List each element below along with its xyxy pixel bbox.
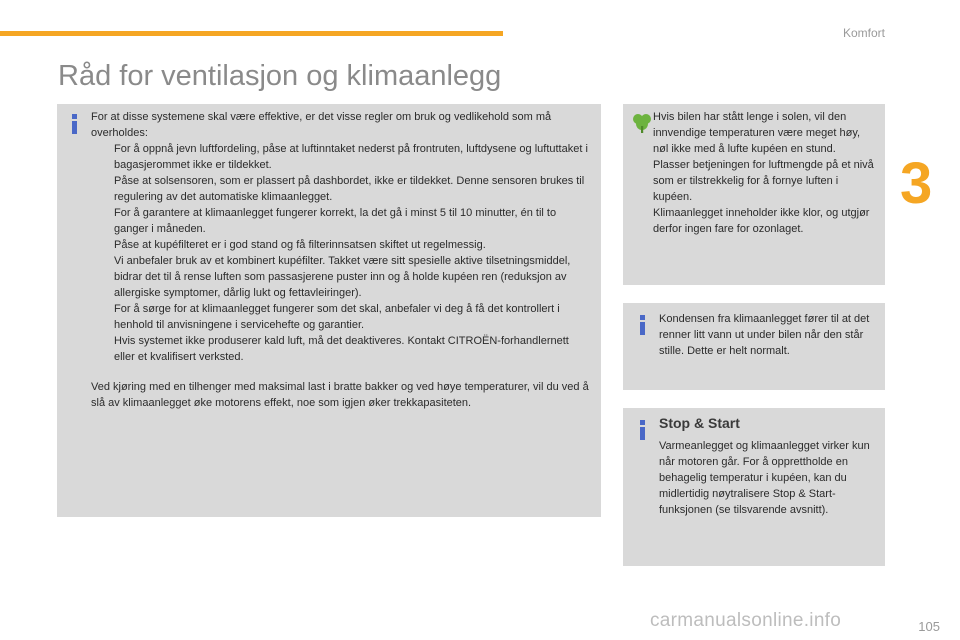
page-title: Råd for ventilasjon og klimaanlegg bbox=[58, 60, 502, 92]
section-label: Komfort bbox=[842, 26, 885, 40]
bullet-text: Hvis systemet ikke produserer kald luft, må det deaktiveres. Kontakt CITROËN-forhandlernett eller et kvalifisert verksted. bbox=[114, 335, 569, 363]
info-icon bbox=[70, 114, 80, 134]
condensation-text: Kondensen fra klimaanlegget fører til at det renner litt vann ut under bilen når den står stille. Dette er helt normalt. bbox=[659, 313, 870, 357]
bullet-text: Påse at solsensoren, som er plassert på dashbordet, ikke er tildekket. Denne sensoren brukes til regulering av det automatiske klimaanlegget. bbox=[114, 175, 585, 203]
bullet-item bbox=[91, 333, 591, 365]
bullet-item bbox=[91, 205, 591, 237]
info-icon bbox=[638, 315, 648, 335]
condensation-box bbox=[623, 303, 885, 390]
stop-start-text: Varmeanlegget og klimaanlegget virker kun når motoren går. For å opprettholde en behagelig temperatur i kupéen, kan du midlertidig nøytralisere Stop & Start-funksjonen (se tilsvarende avsnitt). bbox=[659, 440, 870, 516]
eco-tip-box bbox=[623, 104, 885, 285]
bullet-text: For å garantere at klimaanlegget fungerer korrekt, la det gå i minst 5 til 10 minutter, én til to ganger i måneden. bbox=[114, 207, 557, 235]
eco-text: Hvis bilen har stått lenge i solen, vil den innvendige temperaturen være meget høy, nøl ikke med å lufte kupéen en stund. Plasser betjeningen for luftmengde på et nivå som er tilstrekkelig for å fornye luften i kupéen. Klimaanlegget inneholder ikke klor, og utgjør derfor ingen fare for ozonlaget. bbox=[653, 111, 874, 235]
main-info-box bbox=[57, 104, 601, 517]
bullet-item bbox=[91, 237, 591, 301]
bullet-text: For å sørge for at klimaanlegget fungerer som det skal, anbefaler vi deg å få det kontrollert i henhold til anvisningene i servicehefte og garantier. bbox=[114, 303, 560, 331]
main-text bbox=[91, 109, 591, 411]
stop-start-box bbox=[623, 408, 885, 566]
watermark: carmanualsonline.info bbox=[650, 610, 842, 631]
info-icon bbox=[638, 420, 648, 440]
bullet-item bbox=[91, 301, 591, 333]
bullet-text: For å oppnå jevn luftfordeling, påse at luftinntaket nederst på frontruten, luftdysene og luftuttaket i bagasjerommet ikke er tildekket. bbox=[114, 143, 588, 171]
intro-text: For at disse systemene skal være effektive, er det visse regler om bruk og vedlikehold som må overholdes: bbox=[91, 111, 552, 139]
top-accent-bar bbox=[0, 31, 503, 36]
bullet-item bbox=[91, 173, 591, 205]
page-number: 105 bbox=[918, 619, 940, 634]
bullet-item bbox=[91, 141, 591, 173]
leaf-icon bbox=[631, 112, 653, 134]
bullet-text: Påse at kupéfilteret er i god stand og få filterinnsatsen skiftet ut regelmessig. Vi anbefaler bruk av et kombinert kupéfilter. Takket være sitt spesielle aktive tilsetningsmiddel, bidrar det til å rense luften som passasjerene puster inn og å holde kupéen ren (reduksjon av allergiske symptomer, dårlig lukt og fettavleiringer). bbox=[114, 239, 571, 299]
bullet-list bbox=[91, 141, 591, 365]
trailer-advice-text: Ved kjøring med en tilhenger med maksimal last i bratte bakker og ved høye temperaturer, vil du ved å slå av klimaanlegget øke motorens effekt, noe som igjen øker trekkapasiteten. bbox=[91, 381, 589, 409]
stop-start-title: Stop & Start bbox=[659, 415, 740, 431]
chapter-number: 3 bbox=[900, 151, 933, 216]
